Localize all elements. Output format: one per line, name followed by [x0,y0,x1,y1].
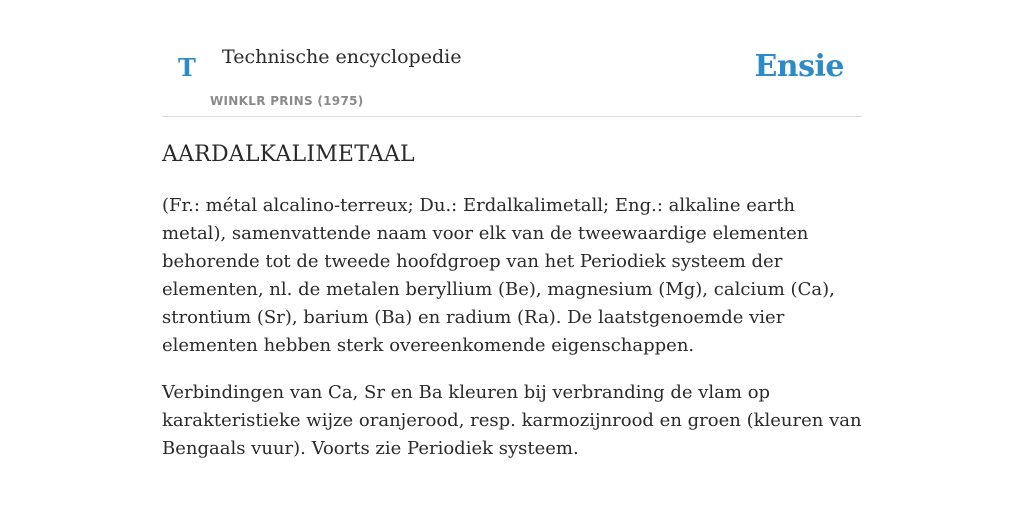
page-header [162,0,862,117]
article-title: AARDALKALIMETAAL [162,142,415,167]
ensie-logo[interactable]: Ensie [754,49,844,84]
encyclopedia-title[interactable]: Technische encyclopedie [222,46,462,68]
article [162,140,862,463]
article-paragraph-2: Verbindingen van Ca, Sr en Ba kleuren bij verbranding de vlam op karakteristieke wijze oranjerood, resp. karmozijnrood en groen (kleuren van Bengaals vuur). Voorts zie Periodiek systeem. [162,382,862,459]
article-paragraph-1: (Fr.: métal alcalino-terreux; Du.: Erdalkalimetall; Eng.: alkaline earth metal), samenvattende naam voor elk van de tweewaardige elementen behorende tot de tweede hoofdgroep van het Periodiek systeem der elementen, nl. de metalen beryllium (Be), magnesium (Mg), calcium (Ca), strontium (Sr), barium (Ba) en radium (Ra). De laatstgenoemde vier elementen hebben sterk overeenkomende eigenschappen. [162,195,835,356]
encyclopedia-source: WINKLR PRINS (1975) [210,94,364,108]
encyclopedia-logo[interactable]: T [178,53,196,82]
